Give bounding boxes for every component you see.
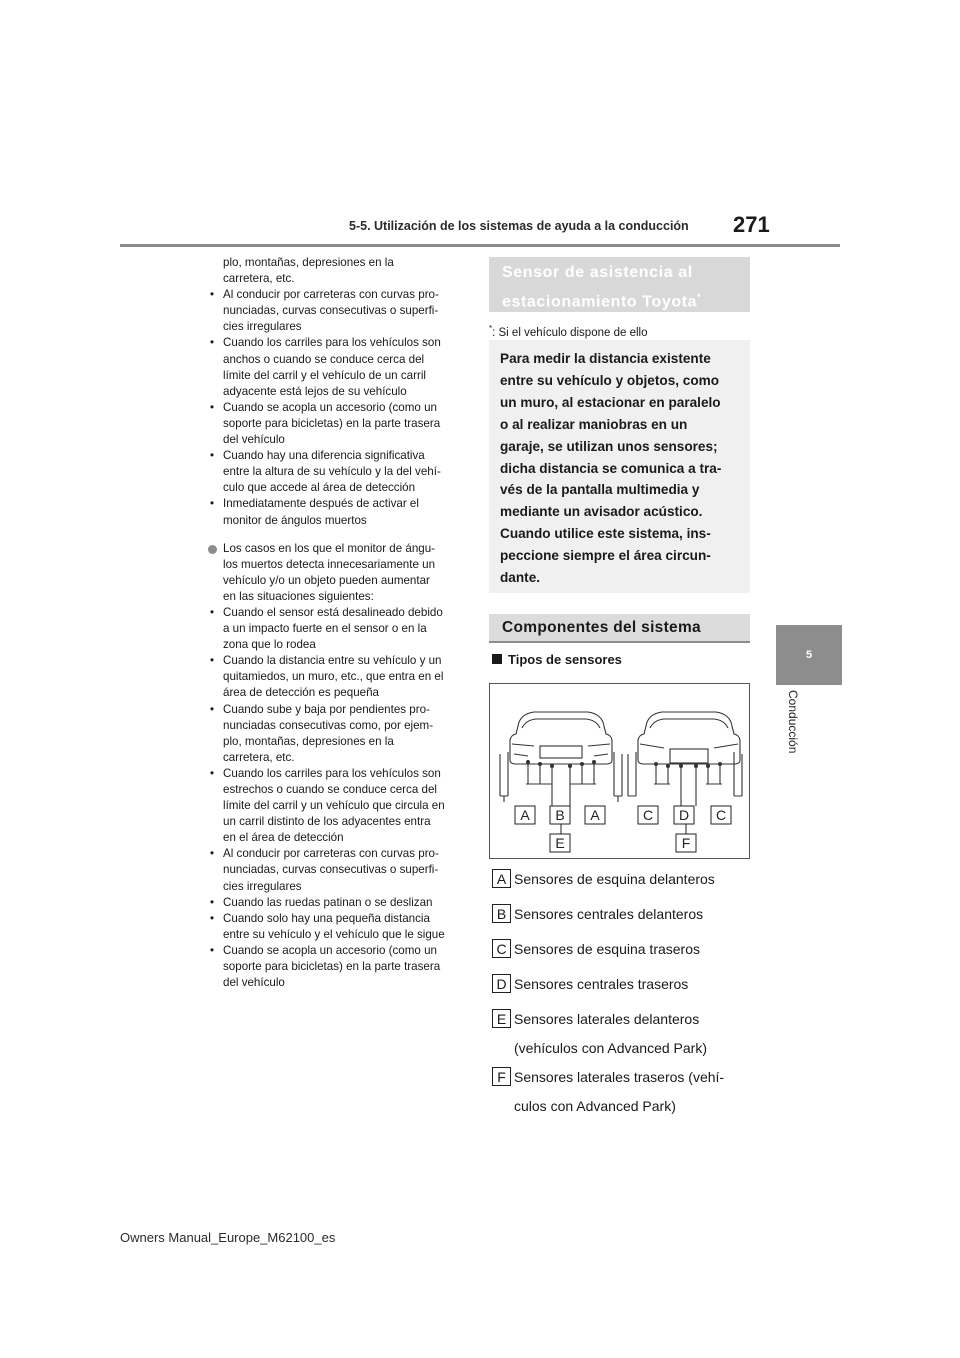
front-car-icon bbox=[510, 712, 612, 764]
bullet-item bbox=[208, 943, 470, 991]
text-line: soporte para bicicletas) en la parte trasera bbox=[223, 416, 441, 430]
section-header: 5-5. Utilización de los sistemas de ayuda a la conducción bbox=[349, 219, 689, 233]
text-line: en el área de detección bbox=[223, 831, 344, 845]
text-line: anchos o cuando se conduce cerca del bbox=[223, 352, 425, 366]
text-line: plo, montañas, depresiones en la bbox=[223, 734, 394, 748]
text-line: culo que accede al área de detección bbox=[223, 481, 416, 495]
text-line: adyacente está lejos de su vehículo bbox=[223, 384, 407, 398]
text-line: dante. bbox=[500, 570, 541, 586]
text-line: límite del carril y un vehículo que circula en bbox=[223, 799, 445, 813]
text-line: • Cuando las ruedas patinan o se deslizan bbox=[223, 895, 433, 909]
legend-text: Sensores de esquina traseros bbox=[514, 941, 700, 957]
figure-label-f: F bbox=[681, 835, 691, 851]
bullet-item bbox=[208, 846, 470, 894]
legend-text-continued: culos con Advanced Park) bbox=[514, 1098, 676, 1114]
sensor-diagram bbox=[489, 683, 750, 859]
text-line: plo, montañas, depresiones en la bbox=[223, 256, 394, 269]
legend-text: Sensores centrales traseros bbox=[514, 976, 689, 992]
text-line: garaje, se utilizan unos sensores; bbox=[500, 438, 718, 454]
figure-label-b: B bbox=[555, 807, 565, 823]
legend-text: Sensores de esquina delanteros bbox=[514, 871, 715, 887]
bullet-item bbox=[208, 335, 470, 399]
figure-label-a: A bbox=[590, 807, 600, 823]
text-line: • Cuando los carriles para los vehículos son bbox=[223, 766, 441, 780]
text-line: en las situaciones siguientes: bbox=[223, 589, 374, 603]
text-line: nunciadas, curvas consecutivas o superfi- bbox=[223, 863, 439, 877]
text-line: • Cuando hay una diferencia significativa bbox=[223, 449, 425, 463]
left-column bbox=[208, 255, 470, 991]
text-line: Para medir la distancia existente bbox=[500, 351, 711, 366]
legend-key: A bbox=[492, 869, 511, 888]
text-line: peccione siempre el área circun- bbox=[500, 548, 711, 564]
text-line: • Cuando la distancia entre su vehículo y un bbox=[223, 654, 442, 668]
legend-key: E bbox=[492, 1009, 511, 1028]
subsection-heading-text: Tipos de sensores bbox=[508, 652, 622, 667]
figure-label-e: E bbox=[555, 835, 565, 851]
text-line: carretera, etc. bbox=[223, 750, 295, 764]
text-line: los muertos detecta innecesariamente un bbox=[223, 557, 436, 571]
text-line: • Inmediatamente después de activar el bbox=[223, 497, 419, 511]
text-line: entre su vehículo y objetos, como bbox=[500, 372, 720, 388]
legend-key: B bbox=[492, 904, 511, 923]
circle-bullet-item bbox=[208, 541, 470, 992]
page-number: 271 bbox=[733, 212, 770, 237]
text-line: • Cuando sube y baja por pendientes pro- bbox=[223, 702, 430, 716]
intro-box bbox=[489, 340, 750, 593]
footnote bbox=[489, 324, 647, 339]
text-line: límite del carril y el vehículo de un carril bbox=[223, 368, 426, 382]
continued-text bbox=[208, 255, 470, 287]
text-line: • Cuando se acopla un accesorio (como un bbox=[223, 400, 437, 414]
subsection-heading bbox=[492, 652, 622, 667]
text-line: a un impacto fuerte en el sensor o en la bbox=[223, 622, 427, 636]
bullet-list-2 bbox=[208, 605, 470, 991]
text-line: Los casos en los que el monitor de ángu- bbox=[223, 541, 436, 555]
asterisk-mark: * bbox=[697, 292, 702, 302]
text-line: quitamiedos, un muro, etc., que entra en el bbox=[223, 670, 444, 684]
text-line: cies irregulares bbox=[223, 879, 302, 893]
heading-line bbox=[502, 285, 737, 314]
text-line: dicha distancia se comunica a tra- bbox=[500, 460, 722, 476]
section-heading-text: Componentes del sistema bbox=[502, 619, 701, 636]
text-line: mediante un avisador acústico. bbox=[500, 504, 703, 520]
text-line: • Al conducir por carreteras con curvas pro- bbox=[223, 288, 439, 302]
text-line: del vehículo bbox=[223, 976, 285, 990]
legend-text: Sensores centrales delanteros bbox=[514, 906, 704, 922]
legend-text-continued: (vehículos con Advanced Park) bbox=[514, 1040, 707, 1056]
section-heading-components bbox=[489, 614, 750, 643]
bullet-item bbox=[208, 400, 470, 448]
bullet-item bbox=[208, 448, 470, 496]
bullet-item bbox=[208, 895, 470, 911]
rear-car-icon bbox=[638, 712, 740, 764]
text-line: un muro, al estacionar en paralelo bbox=[500, 394, 721, 410]
text-line: • Al conducir por carreteras con curvas pro- bbox=[223, 847, 439, 861]
text-line: del vehículo bbox=[223, 433, 285, 447]
text-line: • Cuando el sensor está desalineado debido bbox=[223, 605, 443, 619]
legend-key: F bbox=[492, 1067, 511, 1086]
footnote-text: : Si el vehículo dispone de ello bbox=[492, 326, 648, 339]
header-rule bbox=[120, 244, 840, 247]
section-heading-parking-assist bbox=[489, 257, 750, 312]
legend-text: Sensores laterales traseros (vehí- bbox=[514, 1069, 725, 1085]
text-line: vés de la pantalla multimedia y bbox=[500, 482, 700, 498]
figure-label-a: A bbox=[520, 807, 530, 823]
bullet-item bbox=[208, 496, 470, 528]
chapter-label: Conducción bbox=[786, 690, 800, 754]
figure-label-c: C bbox=[715, 807, 727, 823]
legend-text: Sensores laterales delanteros bbox=[514, 1011, 700, 1027]
legend-key: D bbox=[492, 974, 511, 993]
text-line: cies irregulares bbox=[223, 320, 302, 334]
text-line: un carril distinto de los adyacentes entra bbox=[223, 815, 431, 829]
sensor-diagram-svg bbox=[490, 684, 749, 858]
legend-key: C bbox=[492, 939, 511, 958]
text-line: Cuando utilice este sistema, ins- bbox=[500, 526, 711, 542]
text-line: • Cuando los carriles para los vehículos son bbox=[223, 336, 441, 350]
text-line: entre su vehículo y el vehículo que le sigue bbox=[223, 927, 445, 941]
text-line: o al realizar maniobras en un bbox=[500, 416, 688, 432]
text-line: • Cuando solo hay una pequeña distancia bbox=[223, 911, 430, 925]
heading-text: estacionamiento Toyota bbox=[502, 293, 698, 311]
text-line: estrechos o cuando se conduce cerca del bbox=[223, 783, 437, 796]
bullet-item bbox=[208, 702, 470, 766]
square-bullet-icon bbox=[492, 654, 502, 664]
bullet-item bbox=[208, 766, 470, 846]
bullet-item bbox=[208, 605, 470, 653]
bullet-item bbox=[208, 653, 470, 701]
text-line: vehículo y/o un objeto pueden aumentar bbox=[223, 573, 430, 587]
text-line: área de detección es pequeña bbox=[223, 686, 379, 700]
circle-bullet-icon bbox=[208, 545, 217, 554]
bullet-item bbox=[208, 911, 470, 943]
text-line: carretera, etc. bbox=[223, 272, 295, 286]
figure-label-c: C bbox=[642, 807, 654, 823]
text-line: soporte para bicicletas) en la parte trasera bbox=[223, 960, 441, 974]
figure-label-d: D bbox=[678, 807, 690, 823]
heading-line: Sensor de asistencia al bbox=[502, 264, 693, 281]
text-line: nunciadas, curvas consecutivas o superfi- bbox=[223, 304, 439, 318]
bullet-list-1 bbox=[208, 287, 470, 528]
chapter-tab bbox=[776, 625, 842, 685]
text-line: entre la altura de su vehículo y la del vehí- bbox=[223, 465, 441, 479]
text-line: monitor de ángulos muertos bbox=[223, 513, 367, 527]
text-line: • Cuando se acopla un accesorio (como un bbox=[223, 943, 437, 957]
intro-text bbox=[489, 340, 750, 589]
bullet-item bbox=[208, 287, 470, 335]
footnote-mark: * bbox=[489, 324, 493, 333]
footer-text: Owners Manual_Europe_M62100_es bbox=[120, 1230, 336, 1245]
section-heading-text bbox=[489, 257, 750, 314]
text-line: nunciadas consecutivas como, por ejem- bbox=[223, 718, 434, 732]
text-line: zona que lo rodea bbox=[223, 638, 316, 652]
chapter-number: 5 bbox=[805, 649, 813, 661]
